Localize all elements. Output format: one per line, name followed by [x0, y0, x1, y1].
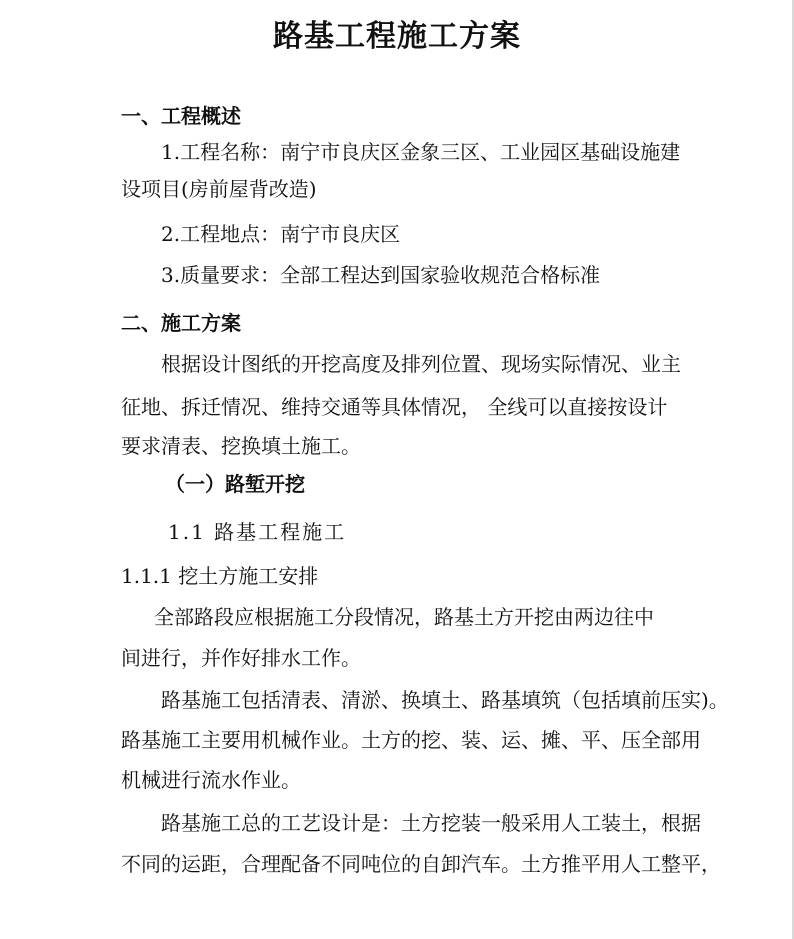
subsection-1-1-1: 1.1.1 挖土方施工安排	[121, 564, 319, 588]
excavation-para-line1: 全部路段应根据施工分段情况，路基土方开挖由两边往中	[154, 605, 654, 629]
plan-para1-line3: 要求清表、挖换填土施工。	[121, 434, 361, 458]
document-title: 路基工程施工方案	[273, 19, 521, 54]
project-name-line1: 1.工程名称：南宁市良庆区金象三区、工业园区基础设施建	[161, 140, 681, 164]
process-para-line1: 路基施工总的工艺设计是：土方挖装一般采用人工装土，根据	[161, 811, 701, 835]
section-heading-overview: 一、工程概述	[121, 104, 241, 128]
roadbed-para-line2: 路基施工主要用机械作业。土方的挖、装、运、摊、平、压全部用	[121, 728, 701, 752]
section-heading-plan: 二、施工方案	[121, 311, 241, 335]
roadbed-para-line1: 路基施工包括清表、清淤、换填土、路基填筑（包括填前压实)。	[161, 688, 729, 712]
process-para-line2: 不同的运距，合理配备不同吨位的自卸汽车。土方推平用人工整平，	[121, 852, 721, 876]
subsection-heading-cutting: （一）路堑开挖	[165, 472, 305, 496]
quality-requirement: 3.质量要求：全部工程达到国家验收规范合格标准	[161, 263, 601, 287]
project-name-line2: 设项目(房前屋背改造)	[121, 177, 317, 201]
subsection-1-1: 1.1 路基工程施工	[168, 520, 347, 544]
excavation-para-line2: 间进行，并作好排水工作。	[121, 646, 361, 670]
project-location: 2.工程地点：南宁市良庆区	[161, 222, 401, 246]
plan-para1-line2: 征地、拆迁情况、维持交通等具体情况， 全线可以直接按设计	[121, 395, 668, 419]
plan-para1-line1: 根据设计图纸的开挖高度及排列位置、现场实际情况、业主	[161, 352, 681, 376]
roadbed-para-line3: 机械进行流水作业。	[121, 768, 301, 792]
